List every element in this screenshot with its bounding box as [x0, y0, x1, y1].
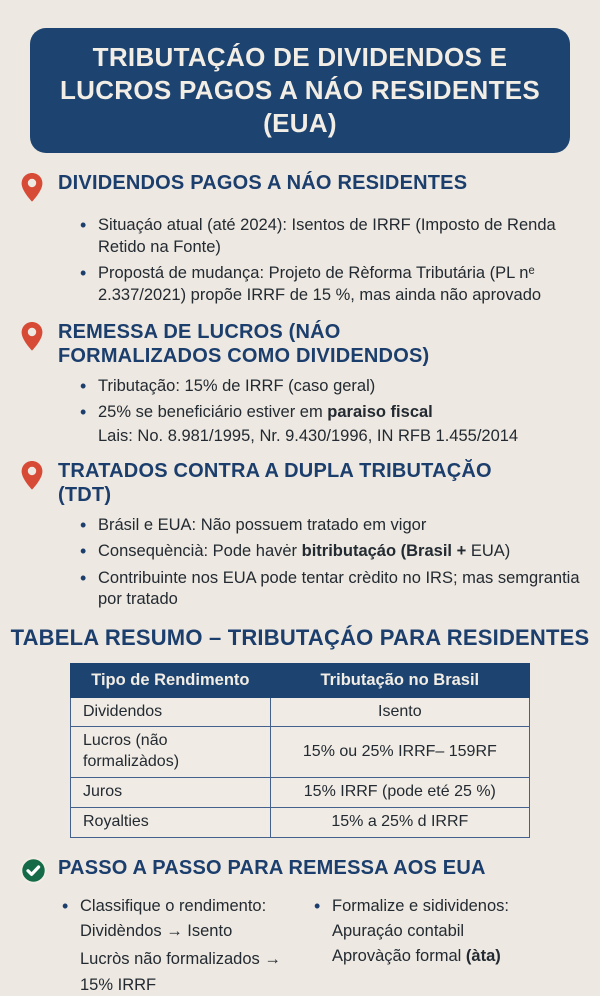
section-remessa-header — [20, 320, 582, 369]
table-row — [71, 727, 530, 778]
table-cell: Dividendos — [71, 697, 271, 727]
title-line-1: TRIBUTAÇÁO DE DIVIDENDOS E — [92, 42, 508, 72]
location-pin-icon — [20, 320, 58, 357]
step-line: 15% IRRF — [80, 975, 157, 994]
step-line: • Classifique o rendimento: — [60, 896, 312, 917]
steps-left-column — [60, 896, 312, 996]
section-passo-header — [20, 856, 582, 889]
section-dividendos-header — [20, 171, 582, 208]
infographic-page — [0, 28, 600, 994]
title-line-2: LUCROS PAGOS A NÁO RESIDENTES — [59, 74, 541, 105]
title-card — [30, 28, 570, 153]
table-header-cell: Tipo de Rendimento — [71, 663, 271, 697]
section-remessa — [20, 320, 582, 447]
table-row — [71, 697, 530, 727]
table-cell: Lucros (não formalizàdos) — [71, 727, 271, 778]
section-dividendos-title: DIVIDENDOS PAGOS A NÁO RESIDENTES — [58, 172, 468, 195]
table-row — [71, 778, 530, 808]
step-line: Dividèndos → Isento — [80, 922, 233, 941]
section-dividendos-bullets — [78, 215, 582, 306]
section-tratados-title: TRATADOS CONTRA A DUPLA TRIBUTAÇĂO (TDT) — [58, 460, 492, 507]
summary-table — [70, 663, 530, 838]
table-header-row — [71, 663, 530, 697]
section-tratados — [20, 459, 582, 611]
step-line: Aprovàção formal (àta) — [332, 947, 501, 966]
table-cell: Juros — [71, 778, 271, 808]
location-pin-icon — [20, 459, 58, 496]
section-remessa-bullets — [78, 376, 582, 447]
table-row — [71, 807, 530, 837]
bullet-item: • Consequèncià: Pode havėr bitributaçáo (Brasil + EUA) — [78, 541, 582, 562]
check-circle-icon — [20, 856, 58, 889]
section-passo — [20, 856, 582, 996]
step-line: • Formalize e sidividenos: — [312, 896, 582, 917]
bullet-item: • Situaçáo atual (até 2024): Isentos de IRRF (Imposto de Renda Retido na Fonte) — [78, 215, 582, 258]
table-cell: 15% IRRF (pode eté 25 %) — [270, 778, 529, 808]
summary-table-title: TABELA RESUMO – TRIBUTAÇÁO PARA RESIDENTES — [10, 624, 590, 650]
section-dividendos — [20, 171, 582, 306]
bullet-item: • Brásil e EUA: Não possuem tratado em vigor — [78, 515, 582, 536]
bullet-item: • 25% se beneficiário estiver em paraiso fiscal — [78, 402, 582, 423]
step-line: Lucròs não formalizados → — [80, 950, 281, 969]
bullet-item: • Contribuinte nos EUA pode tentar crèdito no IRS; mas semgrantia por tratado — [78, 568, 582, 611]
section-tratados-header — [20, 459, 582, 508]
steps-columns — [60, 896, 582, 996]
table-cell: 15% a 25% d IRRF — [270, 807, 529, 837]
steps-right-column — [312, 896, 582, 996]
location-pin-icon — [20, 171, 58, 208]
section-passo-title: PASSO A PASSO PARA REMESSA AOS EUA — [58, 856, 486, 879]
table-cell: Royalties — [71, 807, 271, 837]
section-remessa-title: REMESSA DE LUCROS (NÁO FORMALIZADOS COMO DIVIDENDOS) — [58, 321, 430, 368]
title-line-3: (EUA) — [263, 107, 337, 138]
table-cell: Isento — [270, 697, 529, 727]
table-header-cell: Tributação no Brasil — [270, 663, 529, 697]
step-line: Apuraçáo contabil — [332, 922, 465, 941]
section-tratados-bullets — [78, 515, 582, 611]
bullet-item: • Tributação: 15% de IRRF (caso geral) — [78, 376, 582, 397]
table-cell: 15% ou 25% IRRF– 159RF — [270, 727, 529, 778]
bullet-note-laws: Lais: No. 8.981/1995, Nr. 9.430/1996, IN RFB 1.455/2014 — [98, 426, 519, 445]
bullet-item: • Propostá de mudança: Projeto de Rèforma Tributária (PL nᵉ 2.337/2021) propõe IRRF de 15 %, mas ainda não aprovado — [78, 263, 582, 306]
